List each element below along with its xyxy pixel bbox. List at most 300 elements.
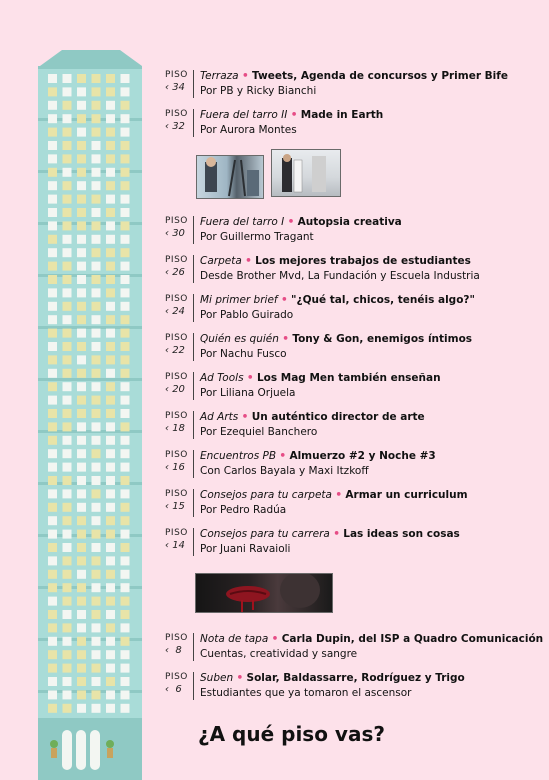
building-window: [77, 382, 86, 391]
building-window: [48, 489, 57, 498]
article-title: Un auténtico director de arte: [251, 411, 425, 423]
separator-dot: •: [280, 294, 288, 306]
building-window: [48, 101, 57, 110]
building-window: [121, 409, 130, 418]
building-window: [77, 195, 86, 204]
divider: [193, 672, 194, 700]
building-window: [121, 355, 130, 364]
entry-heading: [200, 294, 475, 307]
building-window: [63, 650, 72, 659]
building-window: [48, 355, 57, 364]
separator-dot: •: [290, 109, 298, 121]
building-window: [121, 114, 130, 123]
building-window: [63, 114, 72, 123]
toc-entry[interactable]: [165, 294, 535, 324]
divider: [193, 216, 194, 244]
separator-dot: •: [241, 70, 249, 82]
building-window: [48, 543, 57, 552]
entry-heading: [200, 411, 425, 424]
building-window: [63, 208, 72, 217]
article-author: Por PB y Ricky Bianchi: [200, 85, 317, 97]
building-window: [48, 329, 57, 338]
toc-entry[interactable]: [165, 450, 535, 480]
building-window: [63, 570, 72, 579]
building-window: [77, 154, 86, 163]
building-window: [92, 449, 101, 458]
building-window: [77, 181, 86, 190]
divider: [193, 528, 194, 556]
building-window: [92, 422, 101, 431]
building-window: [121, 704, 130, 713]
building-window: [77, 101, 86, 110]
building-window: [48, 74, 57, 83]
toc-entry[interactable]: [165, 489, 535, 519]
building-window: [92, 503, 101, 512]
building-window: [77, 74, 86, 83]
building-window: [106, 516, 115, 525]
building-window: [92, 530, 101, 539]
toc-entry[interactable]: [165, 216, 535, 246]
building-window: [48, 302, 57, 311]
building-window: [92, 262, 101, 271]
building-window: [121, 101, 130, 110]
building-window: [63, 302, 72, 311]
building-window: [92, 623, 101, 632]
building-window: [48, 181, 57, 190]
article-title: "¿Qué tal, chicos, tenéis algo?": [291, 294, 475, 306]
article-author: Con Carlos Bayala y Maxi Itzkoff: [200, 465, 369, 477]
building-window: [77, 409, 86, 418]
building-window: [48, 597, 57, 606]
building-window: [106, 288, 115, 297]
building-window: [63, 275, 72, 284]
building-window: [77, 262, 86, 271]
building-window: [121, 623, 130, 632]
building-window: [63, 195, 72, 204]
building-window: [92, 114, 101, 123]
entrance-door: [90, 730, 100, 770]
building-window: [48, 516, 57, 525]
building-window: [106, 382, 115, 391]
building-window: [48, 275, 57, 284]
building-window: [48, 530, 57, 539]
building-window: [77, 664, 86, 673]
building-window: [92, 208, 101, 217]
article-title: Solar, Baldassarre, Rodríguez y Trigo: [246, 672, 465, 684]
building-window: [121, 275, 130, 284]
entry-heading: [200, 450, 436, 463]
building-window: [121, 597, 130, 606]
building-floor-band: [38, 378, 142, 381]
article-author: Cuentas, creatividad y sangre: [200, 648, 358, 660]
building-window: [121, 342, 130, 351]
building-window: [92, 369, 101, 378]
building-window: [92, 664, 101, 673]
building-window: [106, 168, 115, 177]
section-name: Nota de tapa: [200, 633, 269, 645]
building-window: [48, 154, 57, 163]
building-window: [121, 476, 130, 485]
building-window: [106, 543, 115, 552]
building-window: [48, 623, 57, 632]
toc-entry[interactable]: [165, 633, 544, 663]
building-window: [48, 476, 57, 485]
building-window: [121, 302, 130, 311]
floor-number: ‹ 34: [165, 82, 185, 93]
toc-entry[interactable]: [165, 411, 535, 441]
entrance-door: [62, 730, 72, 770]
building-window: [121, 690, 130, 699]
entry-heading: [200, 633, 543, 646]
toc-entry[interactable]: [165, 70, 535, 100]
building-window: [92, 168, 101, 177]
building-window: [121, 262, 130, 271]
building-window: [92, 355, 101, 364]
toc-entry[interactable]: [165, 372, 535, 402]
toc-entry[interactable]: [165, 672, 535, 702]
building-window: [121, 382, 130, 391]
piso-label: PISO: [165, 70, 188, 80]
article-title: Tony & Gon, enemigos íntimos: [292, 333, 473, 345]
article-author: Por Liliana Orjuela: [200, 387, 296, 399]
building-window: [77, 436, 86, 445]
building-window: [63, 503, 72, 512]
building-window: [48, 248, 57, 257]
building-window: [121, 650, 130, 659]
building-window: [48, 128, 57, 137]
building-window: [106, 530, 115, 539]
building-window: [121, 141, 130, 150]
section-name: Mi primer brief: [200, 294, 278, 306]
building-window: [121, 235, 130, 244]
building-window: [63, 530, 72, 539]
building-window: [48, 677, 57, 686]
piso-label: PISO: [165, 450, 188, 460]
building-window: [92, 235, 101, 244]
floor-number: ‹ 15: [165, 501, 185, 512]
building-window: [48, 690, 57, 699]
building-window: [92, 128, 101, 137]
section-name: Terraza: [200, 70, 239, 82]
entry-heading: [200, 672, 465, 685]
building-window: [63, 704, 72, 713]
building-window: [106, 503, 115, 512]
building-window: [121, 516, 130, 525]
section-name: Quién es quién: [200, 333, 279, 345]
building-window: [121, 677, 130, 686]
page-headline: ¿A qué piso vas?: [198, 722, 385, 746]
building-window: [121, 248, 130, 257]
building-window: [63, 101, 72, 110]
building-window: [77, 248, 86, 257]
building-window: [106, 302, 115, 311]
plant-pot-icon: [51, 748, 57, 758]
piso-label: PISO: [165, 109, 188, 119]
building-window: [48, 463, 57, 472]
article-title: Armar un curriculum: [345, 489, 468, 501]
building-window: [77, 556, 86, 565]
separator-dot: •: [282, 333, 289, 345]
building-window: [106, 315, 115, 324]
section-name: Consejos para tu carpeta: [200, 489, 332, 501]
building-window: [63, 409, 72, 418]
section-name: Fuera del tarro II: [200, 109, 288, 121]
building-window: [106, 570, 115, 579]
building-window: [48, 583, 57, 592]
entry-heading: [200, 216, 402, 229]
building-window: [106, 396, 115, 405]
building-window: [106, 623, 115, 632]
building-window: [92, 342, 101, 351]
building-window: [106, 677, 115, 686]
article-title: Las ideas son cosas: [343, 528, 460, 540]
entry-heading: [200, 70, 508, 83]
entry-heading: [200, 528, 460, 541]
building-window: [92, 489, 101, 498]
building-window: [121, 436, 130, 445]
building-window: [63, 436, 72, 445]
building-window: [48, 449, 57, 458]
building-window: [77, 704, 86, 713]
building-window: [121, 168, 130, 177]
building-window: [106, 409, 115, 418]
divider: [193, 450, 194, 478]
separator-dot: •: [287, 216, 295, 228]
building-window: [92, 101, 101, 110]
building-window: [92, 154, 101, 163]
floor-number: ‹ 30: [165, 228, 185, 239]
divider: [193, 411, 194, 439]
building-window: [63, 87, 72, 96]
building-window: [48, 664, 57, 673]
building-window: [77, 208, 86, 217]
toc-entry[interactable]: [165, 109, 535, 139]
building-window: [48, 221, 57, 230]
building-window: [77, 141, 86, 150]
building-window: [77, 87, 86, 96]
building-window: [48, 409, 57, 418]
entrance-door: [76, 730, 86, 770]
building-window: [63, 221, 72, 230]
building-window: [121, 530, 130, 539]
building-window: [48, 650, 57, 659]
building-window: [77, 369, 86, 378]
building-window: [106, 436, 115, 445]
building-window: [77, 610, 86, 619]
building-window: [77, 422, 86, 431]
building-window: [63, 516, 72, 525]
building-window: [121, 543, 130, 552]
floor-number: ‹ 14: [165, 540, 185, 551]
building-window: [121, 556, 130, 565]
building-window: [48, 503, 57, 512]
building-window: [106, 154, 115, 163]
floor-number: ‹ 16: [165, 462, 185, 473]
building-window: [77, 530, 86, 539]
building-window: [92, 570, 101, 579]
building-window: [63, 543, 72, 552]
section-name: Fuera del tarro I: [200, 216, 285, 228]
building-window: [63, 610, 72, 619]
building-window: [106, 449, 115, 458]
building-window: [63, 637, 72, 646]
building-window: [106, 275, 115, 284]
piso-label: PISO: [165, 528, 188, 538]
building-window: [77, 221, 86, 230]
building-window: [48, 342, 57, 351]
building-window: [48, 114, 57, 123]
entry-heading: [200, 333, 472, 346]
building-window: [106, 248, 115, 257]
section-name: Consejos para tu carrera: [200, 528, 330, 540]
building-window: [63, 422, 72, 431]
toc-entry[interactable]: [165, 333, 535, 363]
building-window: [77, 503, 86, 512]
building-window: [63, 664, 72, 673]
building-window: [92, 329, 101, 338]
article-author: Estudiantes que ya tomaron el ascensor: [200, 687, 412, 699]
building-window: [77, 516, 86, 525]
building-window: [106, 690, 115, 699]
separator-dot: •: [236, 672, 244, 684]
building-window: [48, 382, 57, 391]
photo-street-scene: [271, 149, 341, 197]
building-window: [77, 463, 86, 472]
building-window: [106, 208, 115, 217]
entry-heading: [200, 489, 468, 502]
toc-entry[interactable]: [165, 528, 535, 558]
building-window: [106, 87, 115, 96]
building-window: [106, 637, 115, 646]
building-window: [48, 436, 57, 445]
building-window: [63, 396, 72, 405]
building-window: [106, 650, 115, 659]
building-window: [63, 329, 72, 338]
building-window: [106, 422, 115, 431]
article-title: Los Mag Men también enseñan: [256, 372, 441, 384]
building-window: [106, 463, 115, 472]
building-window: [63, 141, 72, 150]
building-window: [63, 489, 72, 498]
building-window: [63, 449, 72, 458]
section-name: Suben: [200, 672, 234, 684]
building-window: [92, 315, 101, 324]
building-window: [121, 87, 130, 96]
section-name: Ad Tools: [200, 372, 244, 384]
building-window: [63, 74, 72, 83]
building-window: [121, 422, 130, 431]
building-window: [77, 677, 86, 686]
divider: [193, 633, 194, 661]
building-window: [63, 181, 72, 190]
building-window: [106, 342, 115, 351]
building-window: [48, 637, 57, 646]
plant-pot-icon: [107, 748, 113, 758]
building-window: [92, 248, 101, 257]
entry-heading: [200, 255, 471, 268]
building-window: [63, 623, 72, 632]
building-window: [63, 690, 72, 699]
building-window: [92, 288, 101, 297]
floor-number: ‹ 24: [165, 306, 185, 317]
building-window: [63, 168, 72, 177]
building-window: [48, 141, 57, 150]
floor-number: ‹ 20: [165, 384, 185, 395]
toc-entry[interactable]: [165, 255, 535, 285]
building-window: [77, 329, 86, 338]
building-window: [121, 396, 130, 405]
article-author: Por Pablo Guirado: [200, 309, 294, 321]
building-window: [77, 355, 86, 364]
building-window: [92, 409, 101, 418]
divider: [193, 70, 194, 98]
building-window: [48, 369, 57, 378]
building-window: [48, 87, 57, 96]
building-window: [63, 476, 72, 485]
building-window: [106, 489, 115, 498]
divider: [193, 294, 194, 322]
building-window: [106, 664, 115, 673]
building-window: [121, 463, 130, 472]
building-window: [77, 597, 86, 606]
building-window: [77, 235, 86, 244]
building-window: [77, 114, 86, 123]
building-window: [121, 503, 130, 512]
section-name: Ad Arts: [200, 411, 239, 423]
building-window: [63, 556, 72, 565]
building-window: [92, 650, 101, 659]
building-window: [77, 449, 86, 458]
building-window: [121, 315, 130, 324]
article-title: Almuerzo #2 y Noche #3: [289, 450, 436, 462]
building-window: [106, 221, 115, 230]
article-author: Por Nachu Fusco: [200, 348, 287, 360]
building-window: [77, 543, 86, 552]
building-window: [92, 275, 101, 284]
building-window: [63, 154, 72, 163]
article-author: Por Aurora Montes: [200, 124, 297, 136]
building-window: [121, 664, 130, 673]
photo-camera-crew: [196, 155, 264, 199]
building-window: [106, 74, 115, 83]
building-window: [106, 597, 115, 606]
building-window: [121, 221, 130, 230]
building-window: [77, 302, 86, 311]
building-window: [106, 369, 115, 378]
piso-label: PISO: [165, 255, 188, 265]
building-window: [92, 677, 101, 686]
building-window: [92, 396, 101, 405]
entry-heading: [200, 109, 383, 122]
building-window: [92, 87, 101, 96]
building-window: [121, 610, 130, 619]
building-window: [77, 315, 86, 324]
building-window: [48, 288, 57, 297]
separator-dot: •: [246, 372, 254, 384]
building-window: [48, 168, 57, 177]
building-window: [77, 275, 86, 284]
building-window: [63, 262, 72, 271]
separator-dot: •: [241, 411, 249, 423]
building-window: [121, 369, 130, 378]
divider: [193, 109, 194, 137]
entry-heading: [200, 372, 441, 385]
building-window: [77, 650, 86, 659]
floor-number: ‹ 18: [165, 423, 185, 434]
building-window: [106, 704, 115, 713]
building-window: [92, 141, 101, 150]
building-window: [63, 355, 72, 364]
